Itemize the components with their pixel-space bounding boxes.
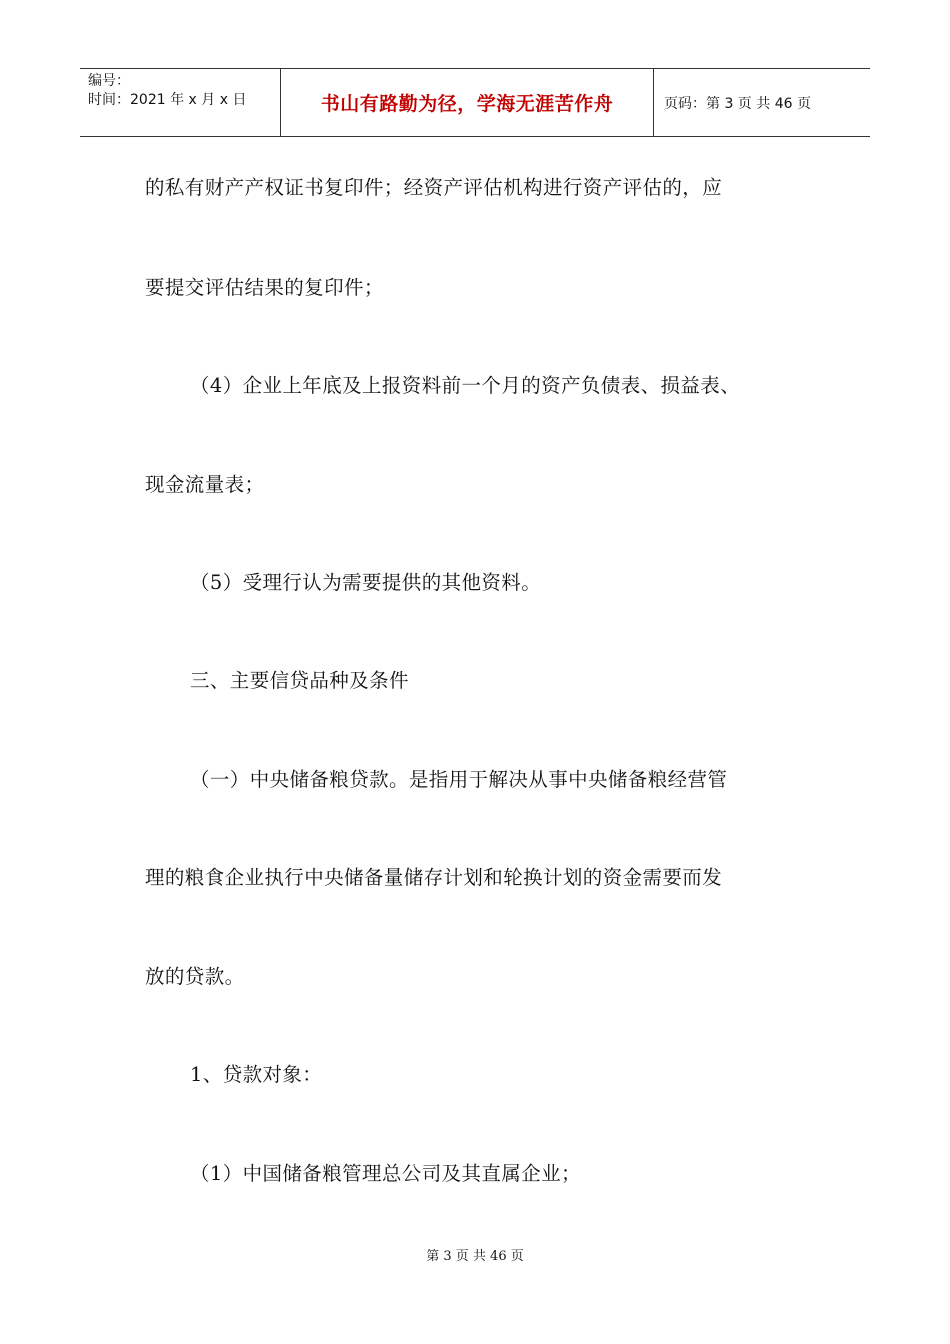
section-heading: 三、主要信贷品种及条件: [190, 669, 409, 692]
paragraph-line: （5）受理行认为需要提供的其他资料。: [190, 571, 542, 594]
paragraph-line: （4）企业上年底及上报资料前一个月的资产负债表、损益表、: [190, 374, 741, 397]
document-header: [80, 68, 870, 137]
paragraph-line: 理的粮食企业执行中央储备量储存计划和轮换计划的资金需要而发: [145, 866, 723, 889]
header-meta: [80, 69, 281, 136]
header-page-info: 页码：第 3 页 共 46 页: [664, 95, 811, 112]
page-footer: 第 3 页 共 46 页: [426, 1249, 524, 1264]
paragraph-line: 现金流量表；: [145, 473, 265, 496]
paragraph-line: 放的贷款。: [145, 965, 245, 988]
header-motto: 书山有路勤为径，学海无涯苦作舟: [281, 69, 654, 136]
number-label: 编号：: [88, 73, 130, 89]
paragraph-line: 要提交评估结果的复印件；: [145, 276, 384, 299]
paragraph-line: （一）中央储备粮贷款。是指用于解决从事中央储备粮经营管: [190, 768, 728, 791]
paragraph-line: 1、贷款对象：: [190, 1063, 323, 1086]
time-label: 时间：2021 年 x 月 x 日: [88, 92, 247, 108]
paragraph-line: （1）中国储备粮管理总公司及其直属企业；: [190, 1162, 581, 1185]
paragraph-line: 的私有财产产权证书复印件；经资产评估机构进行资产评估的，应: [145, 176, 723, 199]
